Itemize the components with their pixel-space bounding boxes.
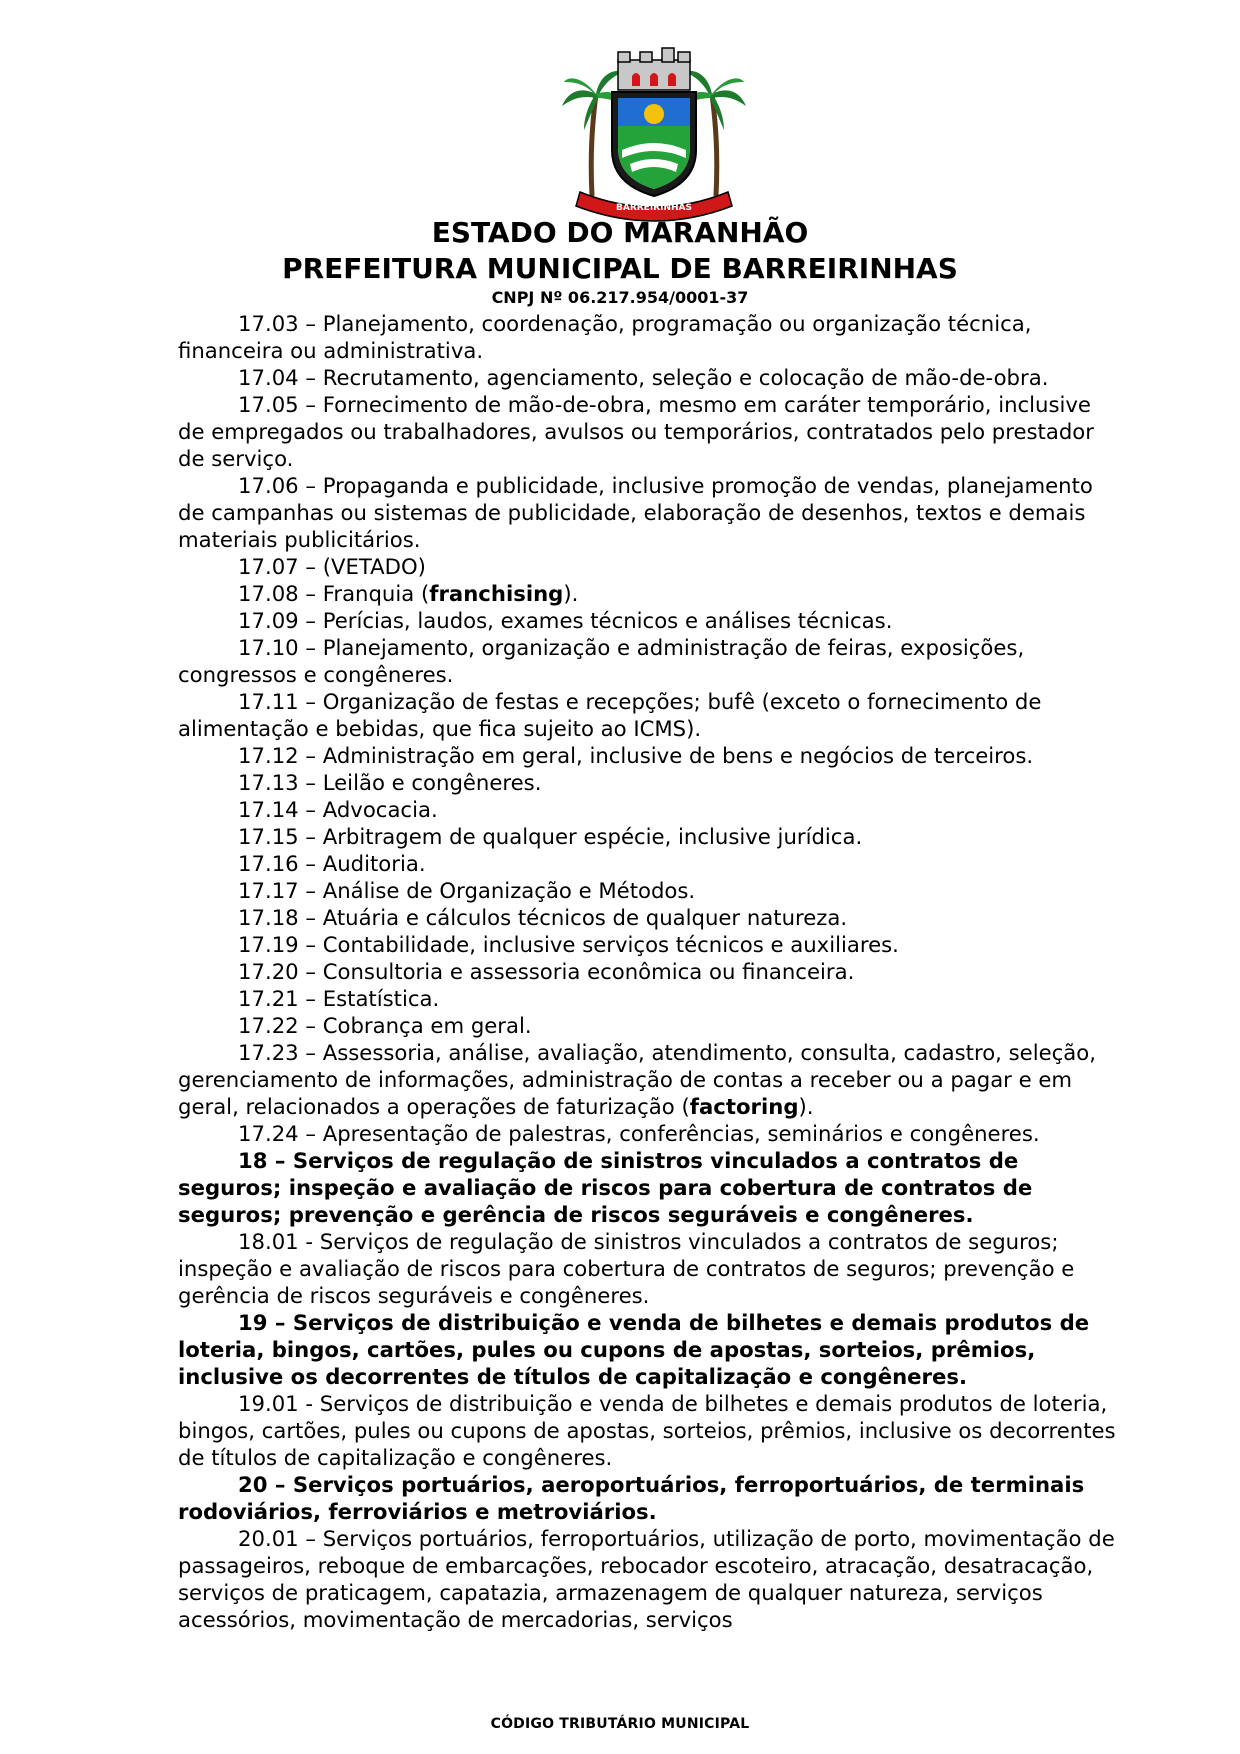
list-item: [178, 1039, 1120, 1120]
document-body: [178, 310, 1120, 1633]
list-item: 17.14 – Advocacia.: [238, 797, 438, 822]
item-text: 17.23 – Assessoria, análise, avaliação, atendimento, consulta, cadastro, seleção, gerenciamento de informações, administração de contas a receber ou a pagar e em geral, relacionados a operações de faturização (: [178, 1040, 1096, 1119]
list-item: 17.09 – Perícias, laudos, exames técnicos e análises técnicas.: [238, 608, 893, 633]
list-item: 19.01 - Serviços de distribuição e venda de bilhetes e demais produtos de loteria, bingos, cartões, pules ou cupons de apostas, sorteios, prêmios, inclusive os decorrentes de títulos de capitalização e congêneres.: [178, 1391, 1116, 1470]
list-item: 17.15 – Arbitragem de qualquer espécie, inclusive jurídica.: [238, 824, 863, 849]
list-item: [178, 580, 1120, 607]
item-text: 17.08 – Franquia (: [238, 581, 430, 606]
state-title: ESTADO DO MARANHÃO: [431, 216, 809, 249]
castle-crown-icon: [618, 48, 690, 90]
shield-icon: [612, 92, 696, 196]
list-item: 20.01 – Serviços portuários, ferroportuários, utilização de porto, movimentação de passageiros, reboque de embarcações, rebocador escoteiro, atracação, desatracação, serviços de praticagem, capatazia, armazenagem de qualquer natureza, serviços acessórios, movimentação de mercadorias, serviços: [178, 1526, 1115, 1632]
section-heading: 19 – Serviços de distribuição e venda de bilhetes e demais produtos de loteria, bingos, cartões, pules ou cupons de apostas, sorteios, prêmios, inclusive os decorrentes de títulos de capitalização e congêneres.: [178, 1310, 1090, 1389]
list-item: 17.12 – Administração em geral, inclusive de bens e negócios de terceiros.: [238, 743, 1034, 768]
list-item: 17.21 – Estatística.: [238, 986, 440, 1011]
list-item: 17.17 – Análise de Organização e Métodos.: [238, 878, 696, 903]
item-text-end: ).: [798, 1094, 814, 1119]
list-item: 17.06 – Propaganda e publicidade, inclusive promoção de vendas, planejamento de campanhas ou sistemas de publicidade, elaboração de desenhos, textos e demais materiais publicitários.: [178, 473, 1093, 552]
list-item: 17.20 – Consultoria e assessoria econômica ou financeira.: [238, 959, 855, 984]
list-item: 17.03 – Planejamento, coordenação, programação ou organização técnica, financeira ou administrativa.: [178, 311, 1032, 363]
list-item: 17.10 – Planejamento, organização e administração de feiras, exposições, congressos e congêneres.: [178, 635, 1025, 687]
list-item: 17.22 – Cobrança em geral.: [238, 1013, 532, 1038]
cnpj-line: CNPJ Nº 06.217.954/0001-37: [491, 288, 749, 307]
list-item: 17.13 – Leilão e congêneres.: [238, 770, 542, 795]
page-footer: CÓDIGO TRIBUTÁRIO MUNICIPAL: [490, 1716, 750, 1732]
section-heading: 18 – Serviços de regulação de sinistros vinculados a contratos de seguros; inspeção e avaliação de riscos para cobertura de contratos de seguros; prevenção e gerência de riscos seguráveis e congêneres.: [178, 1148, 1033, 1227]
list-item: 18.01 - Serviços de regulação de sinistros vinculados a contratos de seguros; inspeção e avaliação de riscos para cobertura de contratos de seguros; prevenção e gerência de riscos seguráveis e congêneres.: [178, 1229, 1075, 1308]
list-item: 17.24 – Apresentação de palestras, conferências, seminários e congêneres.: [238, 1121, 1040, 1146]
item-text-end: ).: [563, 581, 579, 606]
list-item: 17.07 – (VETADO): [238, 554, 426, 579]
section-heading: 20 – Serviços portuários, aeroportuários, ferroportuários, de terminais rodoviários, ferroviários e metroviários.: [178, 1472, 1085, 1524]
list-item: 17.16 – Auditoria.: [238, 851, 426, 876]
crest-ribbon-text: BARREIRINHAS: [616, 203, 692, 213]
list-item: 17.04 – Recrutamento, agenciamento, seleção e colocação de mão-de-obra.: [238, 365, 1049, 390]
list-item: 17.11 – Organização de festas e recepções; bufê (exceto o fornecimento de alimentação e bebidas, que fica sujeito ao ICMS).: [178, 689, 1042, 741]
item-term-bold: factoring: [689, 1094, 799, 1119]
list-item: 17.18 – Atuária e cálculos técnicos de qualquer natureza.: [238, 905, 848, 930]
list-item: 17.19 – Contabilidade, inclusive serviços técnicos e auxiliares.: [238, 932, 899, 957]
item-term-bold: franchising: [429, 581, 564, 606]
prefecture-title: PREFEITURA MUNICIPAL DE BARREIRINHAS: [282, 252, 958, 285]
municipal-crest-logo: [560, 46, 748, 222]
list-item: 17.05 – Fornecimento de mão-de-obra, mesmo em caráter temporário, inclusive de empregados ou trabalhadores, avulsos ou temporários, contratados pelo prestador de serviço.: [178, 392, 1094, 471]
